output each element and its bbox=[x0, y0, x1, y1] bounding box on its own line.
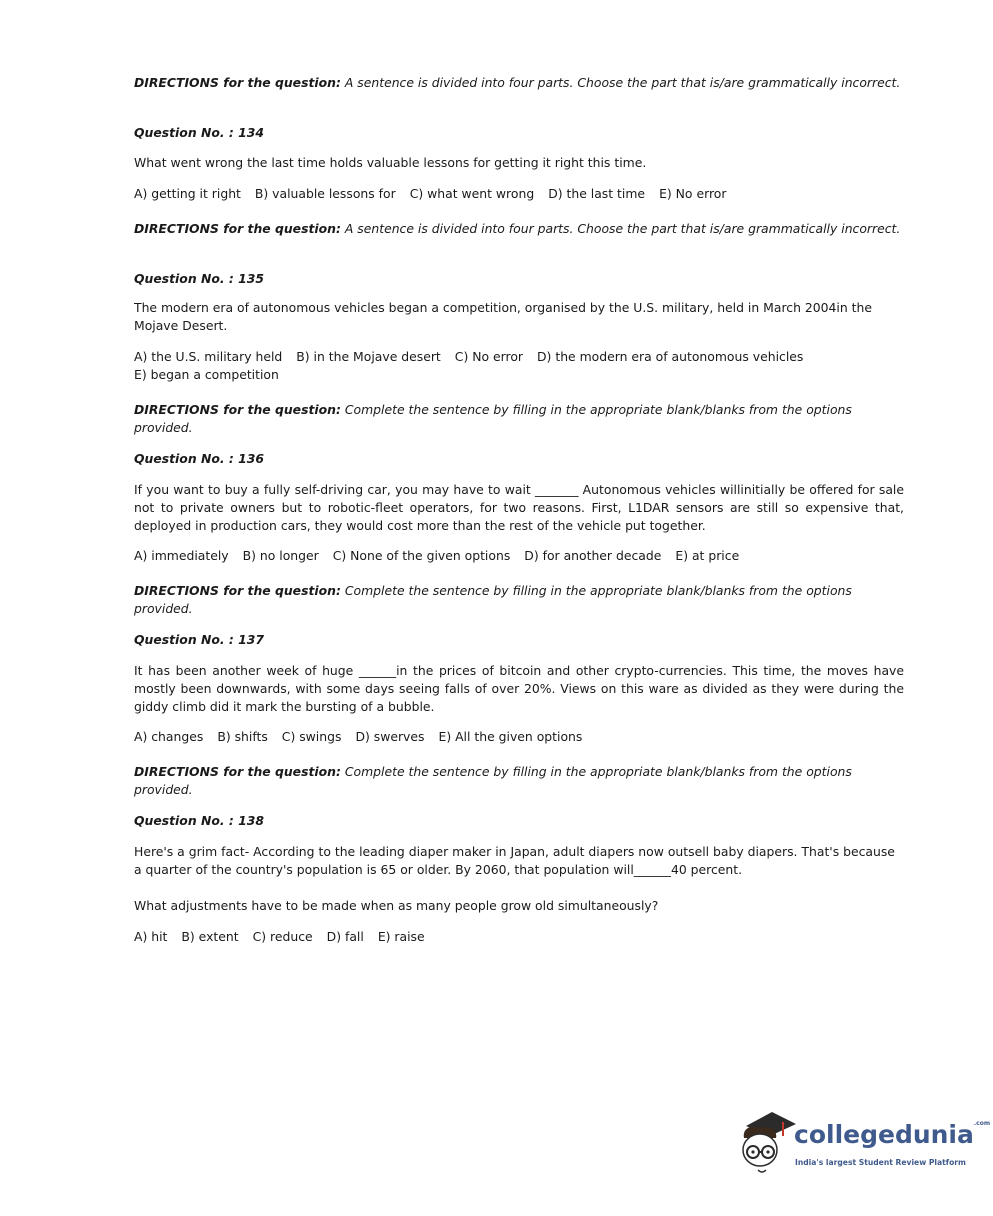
option-e: E) raise bbox=[377, 929, 425, 944]
option-e: E) No error bbox=[659, 186, 727, 201]
option-d: D) for another decade bbox=[524, 548, 662, 563]
option-e: E) at price bbox=[675, 548, 740, 563]
option-b: B) shifts bbox=[217, 729, 268, 744]
question-prompt: What adjustments have to be made when as many people grow old simultaneously? bbox=[134, 898, 659, 913]
directions: DIRECTIONS for the question: Complete the sentence by filling in the appropriate blank/blanks from the options provided. bbox=[134, 764, 852, 797]
option-a: A) changes bbox=[134, 729, 204, 744]
option-b: B) valuable lessons for bbox=[254, 186, 396, 201]
option-c: C) reduce bbox=[252, 929, 313, 944]
directions: DIRECTIONS for the question: Complete the sentence by filling in the appropriate blank/blanks from the options provided. bbox=[134, 583, 852, 616]
logo-tagline: India's largest Student Review Platform bbox=[795, 1158, 966, 1167]
option-a: A) the U.S. military held bbox=[134, 349, 283, 364]
directions: DIRECTIONS for the question: Complete the sentence by filling in the appropriate blank/blanks from the options provided. bbox=[134, 402, 852, 435]
question-number: Question No. : 136 bbox=[134, 451, 264, 466]
logo-wordmark: collegedunia$^{.com}$ bbox=[794, 1120, 991, 1149]
directions: DIRECTIONS for the question: A sentence is divided into four parts. Choose the part that is/are grammatically incorrect. bbox=[134, 221, 901, 236]
option-b: B) no longer bbox=[242, 548, 319, 563]
option-d: D) swerves bbox=[355, 729, 425, 744]
question-text: If you want to buy a fully self-driving car, you may have to wait _______ Autonomous vehicles willinitially be offered for sale not to private owners but to robotic-fleet operators, for two reasons. First, L1DAR sensors are still so expensive that, deployed in production cars, they would cost more than the rest of the vehicle put together. bbox=[134, 482, 904, 533]
collegedunia-logo bbox=[738, 1108, 991, 1188]
option-c: C) swings bbox=[281, 729, 342, 744]
option-d: D) the last time bbox=[548, 186, 646, 201]
question-text: It has been another week of huge ______in the prices of bitcoin and other crypto-currencies. This time, the moves have mostly been downwards, with some days seeing falls of over 20%. Views on this ware as divided as they were during the giddy climb did it mark the bursting of a bubble. bbox=[134, 663, 904, 714]
directions: DIRECTIONS for the question: A sentence is divided into four parts. Choose the part that is/are grammatically incorrect. bbox=[134, 75, 901, 90]
option-c: C) what went wrong bbox=[409, 186, 535, 201]
options-list bbox=[134, 348, 904, 384]
question-number: Question No. : 137 bbox=[134, 632, 264, 647]
option-a: A) hit bbox=[134, 929, 168, 944]
options-list bbox=[134, 728, 904, 746]
option-b: B) in the Mojave desert bbox=[296, 349, 441, 364]
option-e: E) began a competition bbox=[134, 367, 279, 382]
question-text: The modern era of autonomous vehicles began a competition, organised by the U.S. military, held in March 2004in the Mojave Desert. bbox=[134, 300, 872, 333]
option-d: D) fall bbox=[326, 929, 364, 944]
question-number: Question No. : 135 bbox=[134, 271, 264, 286]
options-list bbox=[134, 185, 904, 203]
option-c: C) No error bbox=[454, 349, 524, 364]
option-a: A) getting it right bbox=[134, 186, 241, 201]
option-a: A) immediately bbox=[134, 548, 229, 563]
options-list bbox=[134, 928, 904, 946]
options-list bbox=[134, 547, 904, 565]
option-e: E) All the given options bbox=[438, 729, 583, 744]
question-number: Question No. : 134 bbox=[134, 125, 264, 140]
option-b: B) extent bbox=[181, 929, 239, 944]
option-c: C) None of the given options bbox=[332, 548, 511, 563]
option-d: D) the modern era of autonomous vehicles bbox=[537, 349, 804, 364]
mascot-icon bbox=[738, 1108, 798, 1183]
question-number: Question No. : 138 bbox=[134, 813, 264, 828]
question-text: What went wrong the last time holds valuable lessons for getting it right this time. bbox=[134, 155, 647, 170]
question-text: Here's a grim fact- According to the leading diaper maker in Japan, adult diapers now outsell baby diapers. That's because a quarter of the country's population is 65 or older. By 2060, that population will______40 percent. bbox=[134, 844, 895, 877]
